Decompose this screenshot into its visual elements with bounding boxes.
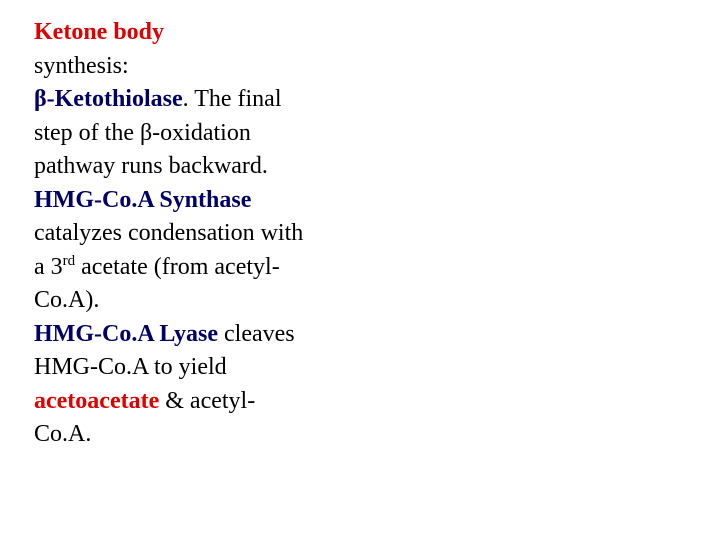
slide-text-body <box>34 16 304 452</box>
term-acetoacetate: acetoacetate <box>34 387 160 414</box>
paragraph-4-text-after: & acetyl-Co.A. <box>34 387 256 447</box>
term-hmg-coa-synthase: HMG-Co.A Synthase <box>34 186 252 213</box>
paragraph-ketothiolase <box>34 83 304 184</box>
paragraph-ketone-body-synthesis <box>34 16 304 83</box>
term-hmg-coa-lyase: HMG-Co.A Lyase <box>34 320 218 347</box>
term-ketothiolase: β-Ketothiolase <box>34 86 183 112</box>
paragraph-3-text-after: acetate (from acetyl-Co.A). <box>34 253 280 313</box>
paragraph-4-text-before: cleaves HMG-Co.A to yield <box>34 320 295 380</box>
ordinal-superscript: rd <box>62 252 76 269</box>
paragraph-hmg-coa-synthase <box>34 184 304 318</box>
term-ketone-body: Ketone body <box>34 19 165 45</box>
paragraph-hmg-coa-lyase <box>34 318 304 452</box>
paragraph-2-text: . The final step of the β-oxidation pathway runs backward. <box>34 86 282 179</box>
paragraph-3-text-before: catalyzes condensation with a 3 <box>34 220 304 280</box>
paragraph-1-text: synthesis: <box>34 52 129 79</box>
